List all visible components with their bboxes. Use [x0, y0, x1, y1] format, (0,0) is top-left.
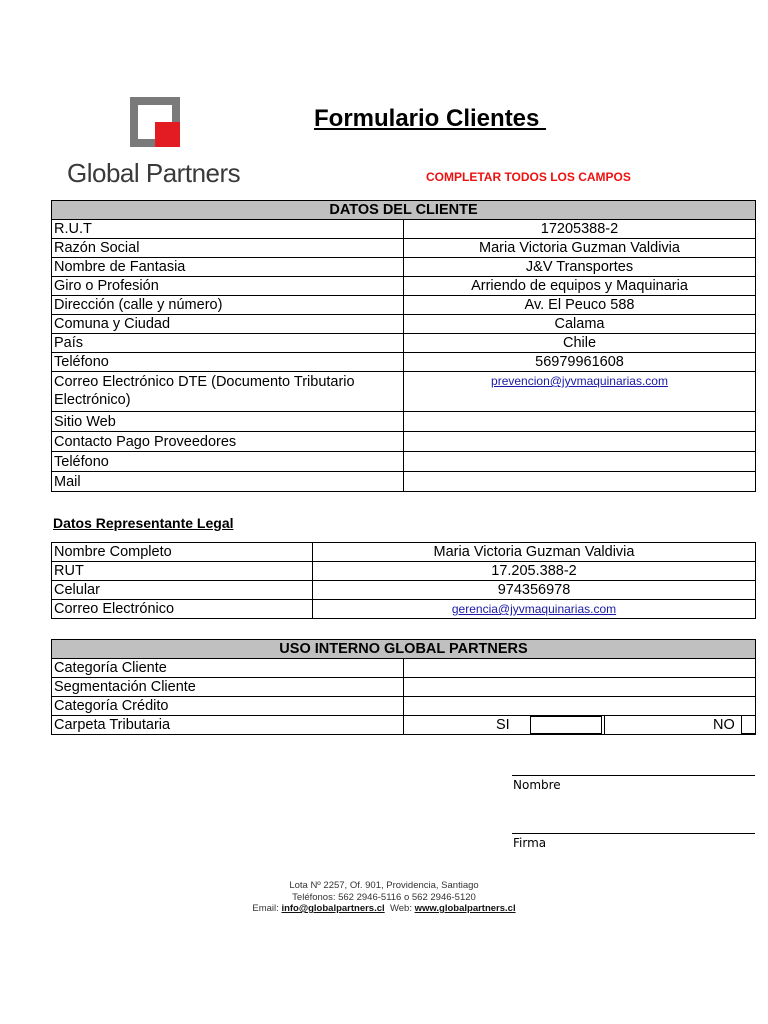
telefono-field[interactable]: 56979961608 [404, 353, 756, 372]
footer-phones: Teléfonos: 562 2946-5116 o 562 2946-5120 [292, 891, 476, 903]
row-label: Teléfono [52, 353, 404, 372]
global-partners-logo-mark [130, 97, 180, 147]
row-label: Nombre Completo [52, 543, 313, 562]
contacto-pago-field[interactable] [404, 432, 756, 452]
row-label: País [52, 334, 404, 353]
pais-field[interactable]: Chile [404, 334, 756, 353]
row-label: Segmentación Cliente [52, 678, 404, 697]
internal-use-heading: USO INTERNO GLOBAL PARTNERS [52, 640, 756, 659]
categoria-cliente-field[interactable] [404, 659, 756, 678]
table-row [52, 543, 756, 562]
comuna-ciudad-field[interactable]: Calama [404, 315, 756, 334]
table-row [52, 432, 756, 452]
row-label: Comuna y Ciudad [52, 315, 404, 334]
row-label: Mail [52, 472, 404, 492]
carpeta-tributaria-cell [404, 716, 756, 735]
row-label: RUT [52, 562, 313, 581]
footer [0, 880, 768, 915]
table-row [52, 581, 756, 600]
divider [604, 716, 605, 735]
row-label: Categoría Cliente [52, 659, 404, 678]
table-row [52, 296, 756, 315]
contacto-telefono-field[interactable] [404, 452, 756, 472]
sitio-web-field[interactable] [404, 412, 756, 432]
row-label: Nombre de Fantasia [52, 258, 404, 277]
internal-use-table [51, 639, 756, 735]
email-label: Email: [252, 903, 282, 914]
table-row [52, 562, 756, 581]
table-row [52, 372, 756, 412]
row-label: Teléfono [52, 452, 404, 472]
nombre-label: Nombre [513, 778, 561, 792]
logo-text: Global Partners [67, 158, 241, 188]
table-row [52, 452, 756, 472]
firma-signature-line[interactable] [512, 833, 755, 834]
row-label: Celular [52, 581, 313, 600]
web-link[interactable]: www.globalpartners.cl [414, 903, 516, 914]
legal-representative-heading: Datos Representante Legal [53, 515, 234, 531]
footer-contact [0, 903, 768, 915]
table-row [52, 659, 756, 678]
row-label: Razón Social [52, 239, 404, 258]
firma-label: Firma [513, 836, 547, 850]
table-row [52, 220, 756, 239]
nombre-signature-line[interactable] [512, 775, 755, 776]
dte-email-link[interactable]: prevencion@jyvmaquinarias.com [491, 374, 668, 388]
row-label: Dirección (calle y número) [52, 296, 404, 315]
rut-field[interactable]: 17205388-2 [404, 220, 756, 239]
client-data-table [51, 200, 756, 492]
categoria-credito-field[interactable] [404, 697, 756, 716]
page-title: Formulario Clientes [314, 105, 547, 132]
segmentacion-cliente-field[interactable] [404, 678, 756, 697]
contacto-mail-field[interactable] [404, 472, 756, 492]
web-label: Web: [384, 903, 415, 914]
complete-all-fields-notice: COMPLETAR TODOS LOS CAMPOS [426, 170, 631, 184]
table-row [52, 353, 756, 372]
table-row [52, 315, 756, 334]
table-row [52, 472, 756, 492]
row-label: Categoría Crédito [52, 697, 404, 716]
client-data-heading: DATOS DEL CLIENTE [52, 201, 756, 220]
rep-rut-field[interactable]: 17.205.388-2 [313, 562, 756, 581]
giro-field[interactable]: Arriendo de equipos y Maquinaria [404, 277, 756, 296]
table-row [52, 697, 756, 716]
si-checkbox[interactable] [530, 716, 602, 735]
footer-address: Lota Nº 2257, Of. 901, Providencia, Santiago [289, 880, 479, 891]
rep-nombre-field[interactable]: Maria Victoria Guzman Valdivia [313, 543, 756, 562]
row-label: Giro o Profesión [52, 277, 404, 296]
rep-email-link[interactable]: gerencia@jyvmaquinarias.com [451, 602, 617, 616]
nombre-fantasia-field[interactable]: J&V Transportes [404, 258, 756, 277]
table-row [52, 258, 756, 277]
no-label: NO [713, 717, 735, 733]
direccion-field[interactable]: Av. El Peuco 588 [404, 296, 756, 315]
table-row [52, 678, 756, 697]
table-row [52, 239, 756, 258]
table-row [52, 600, 756, 619]
row-label: Correo Electrónico DTE (Documento Tributario Electrónico) [52, 372, 404, 412]
rep-celular-field[interactable]: 974356978 [313, 581, 756, 600]
si-label: SI [496, 717, 510, 733]
email-link[interactable]: info@globalpartners.cl [281, 903, 385, 914]
row-label: Contacto Pago Proveedores [52, 432, 404, 452]
table-row [52, 412, 756, 432]
row-label: R.U.T [52, 220, 404, 239]
row-label: Carpeta Tributaria [52, 716, 404, 735]
legal-representative-table [51, 542, 756, 619]
no-checkbox[interactable] [741, 716, 756, 735]
table-row [52, 277, 756, 296]
table-row [52, 334, 756, 353]
row-label: Sitio Web [52, 412, 404, 432]
table-row [52, 716, 756, 735]
row-label: Correo Electrónico [52, 600, 313, 619]
razon-social-field[interactable]: Maria Victoria Guzman Valdivia [404, 239, 756, 258]
